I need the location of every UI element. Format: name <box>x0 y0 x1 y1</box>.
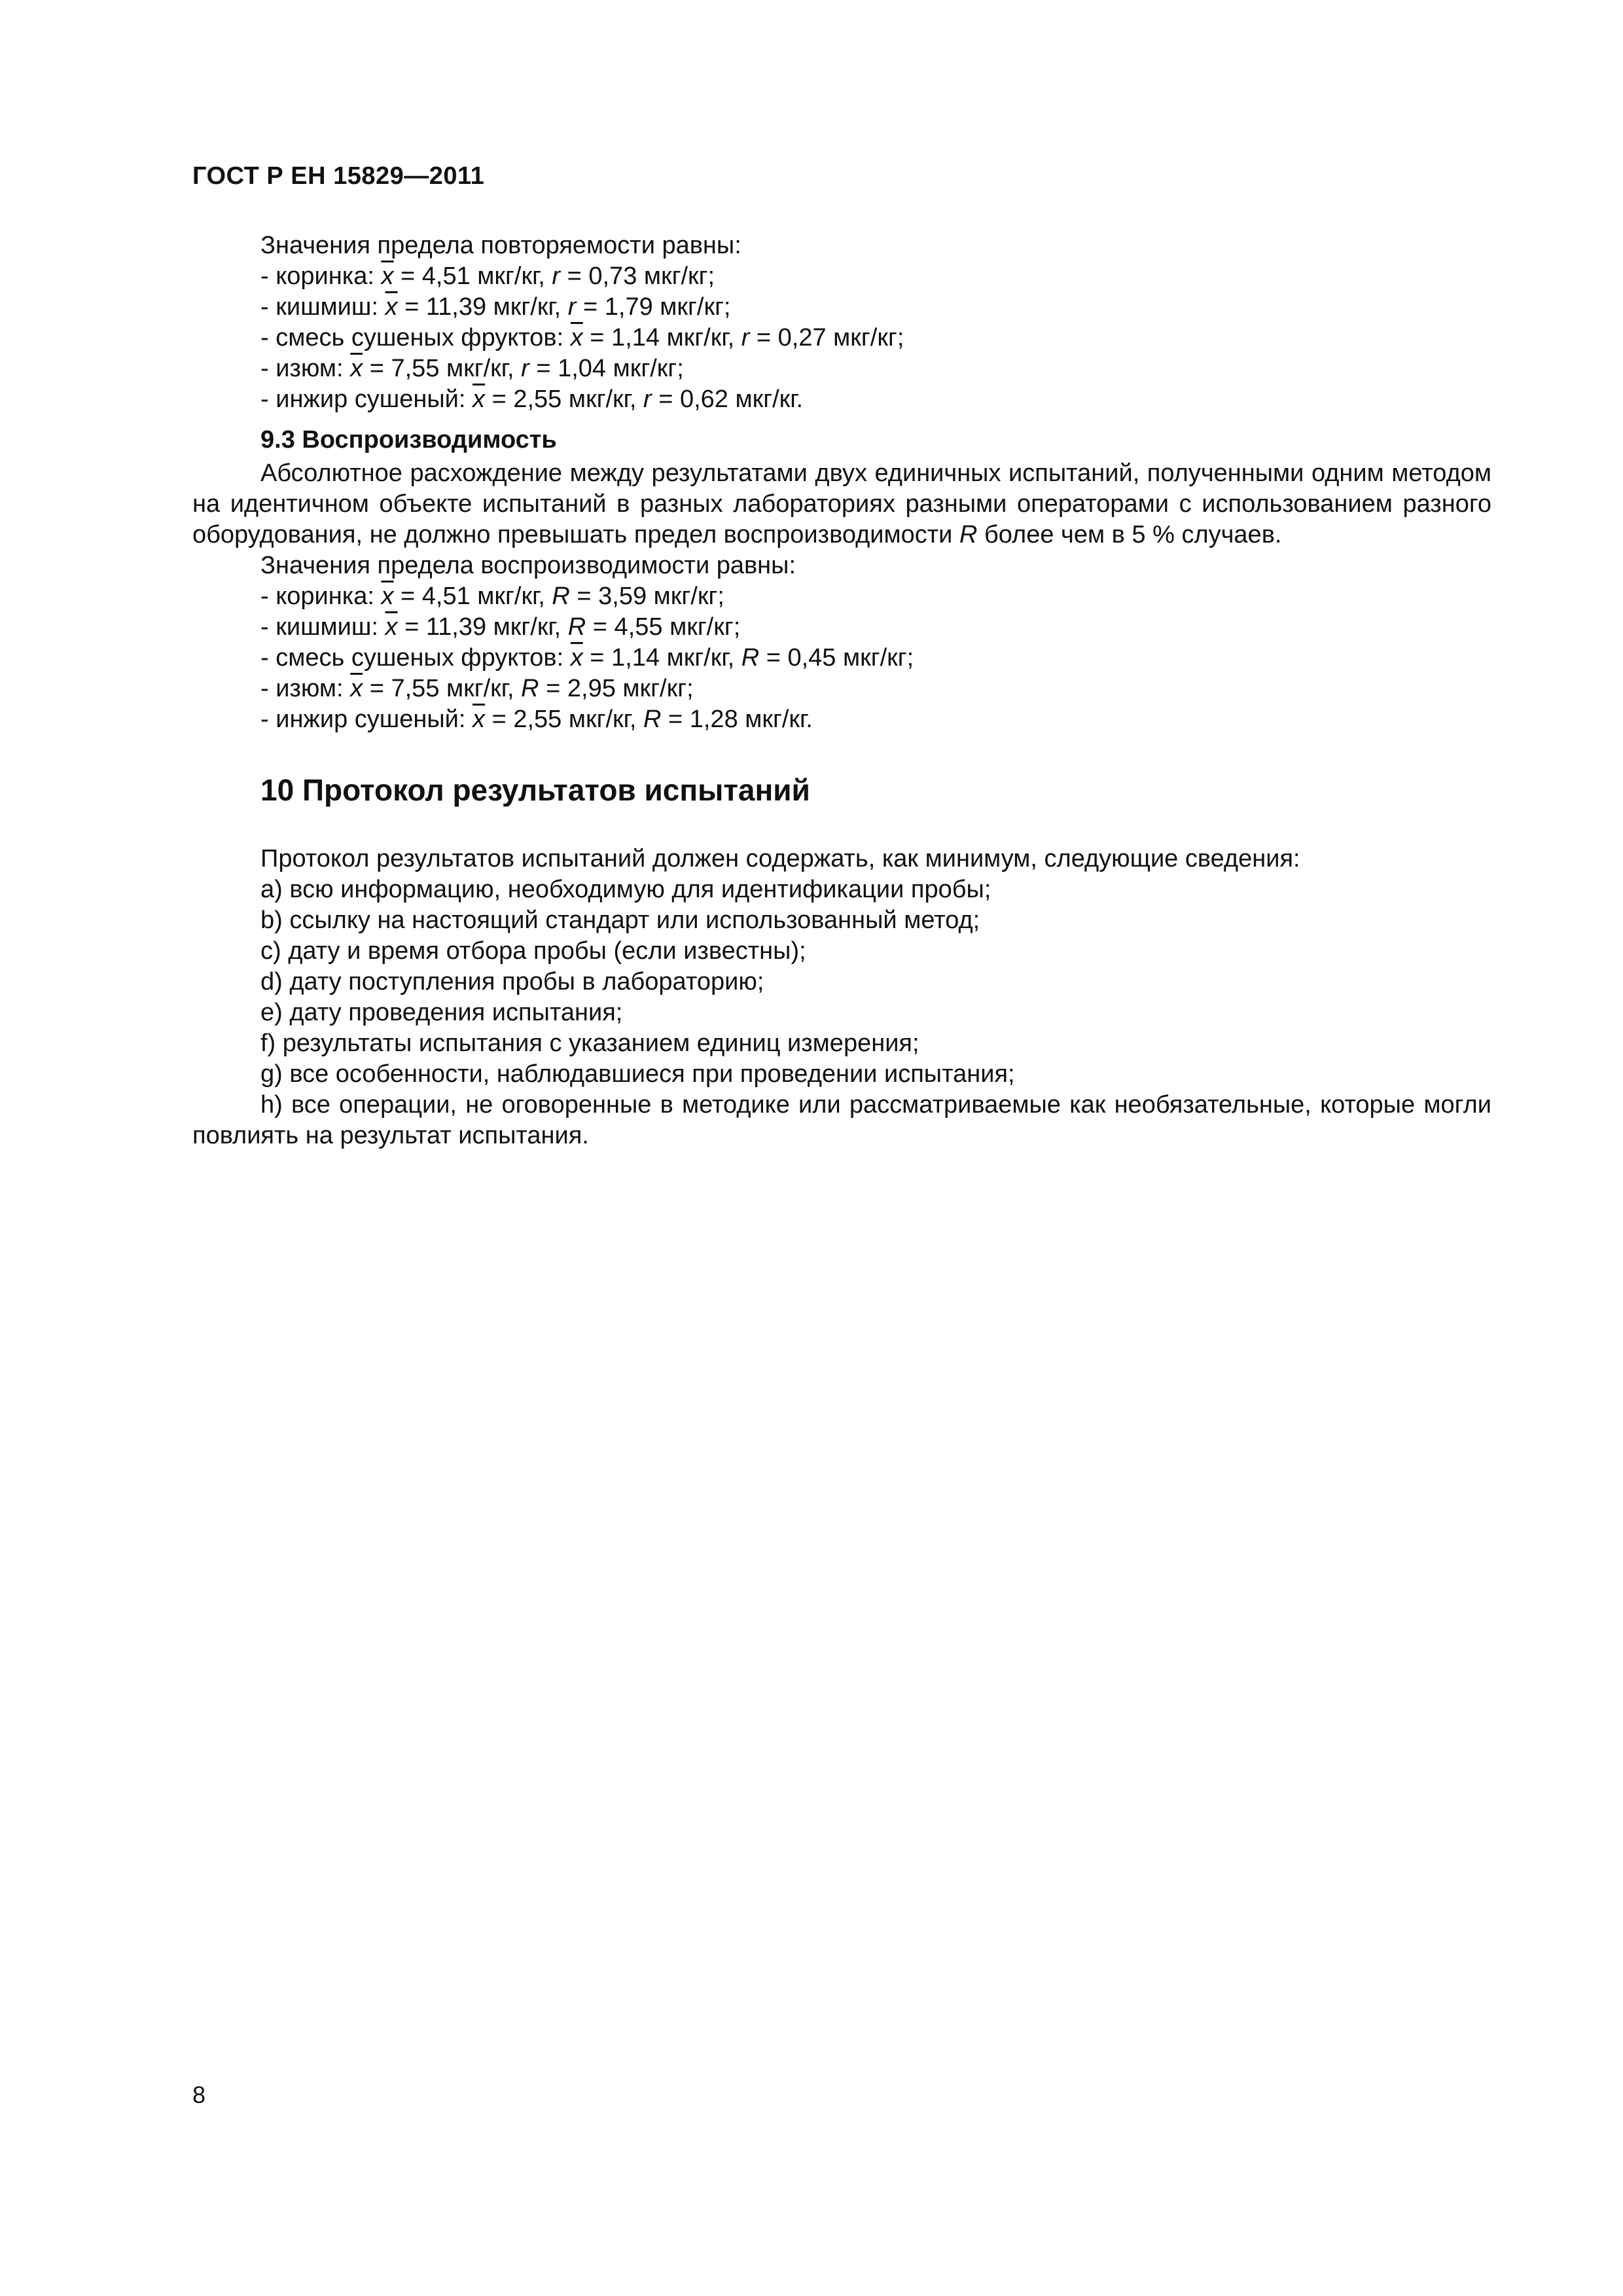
protocol-item: g) все особенности, наблюдавшиеся при проведении испытания; <box>260 1060 1015 1088</box>
protocol-item: e) дату проведения испытания; <box>260 999 623 1026</box>
protocol-intro: Протокол результатов испытаний должен содержать, как минимум, следующие сведения: <box>260 845 1300 872</box>
repeatability-item: - изюм: $\overline{x} = 7,55$ мкг/кг, r = 1,04 мкг/кг; <box>260 355 684 382</box>
repeatability-intro: Значения предела повторяемости равны: <box>260 232 741 259</box>
protocol-item: d) дату поступления пробы в лабораторию; <box>260 968 764 996</box>
protocol-item: h) все операции, не оговоренные в методике или рассматриваемые как необязательные, которые могли повлиять на результат испытания. <box>192 1091 1491 1149</box>
protocol-list <box>192 874 1491 1151</box>
protocol-item: a) всю информацию, необходимую для идентификации пробы; <box>260 876 991 903</box>
repeatability-item: - кишмиш: $\overline{x} = 11,39$ мкг/кг, r = 1,79 мкг/кг; <box>260 293 731 321</box>
reproducibility-heading: 9.3 Воспроизводимость <box>260 426 557 454</box>
protocol-item: f) результаты испытания с указанием единиц измерения; <box>260 1030 919 1057</box>
page-number: 8 <box>192 2081 206 2108</box>
repeatability-list <box>192 261 1491 415</box>
document-header: ГОСТ Р ЕН 15829—2011 <box>192 162 485 190</box>
protocol-heading: 10 Протокол результатов испытаний <box>260 773 810 807</box>
repeatability-item: - коринка: $\overline{x} = 4,51$ мкг/кг, r = 0,73 мкг/кг; <box>260 262 715 290</box>
reproducibility-item: - изюм: $\overline{x} = 7,55$ мкг/кг, R = 2,95 мкг/кг; <box>260 675 694 702</box>
protocol-item: c) дату и время отбора пробы (если известны); <box>260 937 806 965</box>
reproducibility-item: - кишмиш: $\overline{x} = 11,39$ мкг/кг, R = 4,55 мкг/кг; <box>260 613 741 641</box>
reproducibility-item: - коринка: $\overline{x} = 4,51$ мкг/кг, R = 3,59 мкг/кг; <box>260 583 724 610</box>
repeatability-item: - инжир сушеный: $\overline{x} = 2,55$ мкг/кг, r = 0,62 мкг/кг. <box>260 386 804 413</box>
reproducibility-intro: Значения предела воспроизводимости равны: <box>260 552 796 579</box>
document-body <box>192 230 1491 1151</box>
reproducibility-item: - инжир сушеный: $\overline{x} = 2,55$ мкг/кг, R = 1,28 мкг/кг. <box>260 706 813 733</box>
repeatability-item: - смесь сушеных фруктов: $\overline{x} = 1,14$ мкг/кг, r = 0,27 мкг/кг; <box>260 324 904 351</box>
reproducibility-list <box>192 581 1491 735</box>
reproducibility-paragraph: Абсолютное расхождение между результатами двух единичных испытаний, полученными одним методом на идентичном объекте испытаний в разных лабораториях разными операторами с использованием разного оборудования, не должно превышать предел воспроизводимости R более чем в 5 % случаев. <box>192 459 1491 548</box>
protocol-item: b) ссылку на настоящий стандарт или использованный метод; <box>260 906 980 934</box>
reproducibility-item: - смесь сушеных фруктов: $\overline{x} = 1,14$ мкг/кг, R = 0,45 мкг/кг; <box>260 644 914 672</box>
